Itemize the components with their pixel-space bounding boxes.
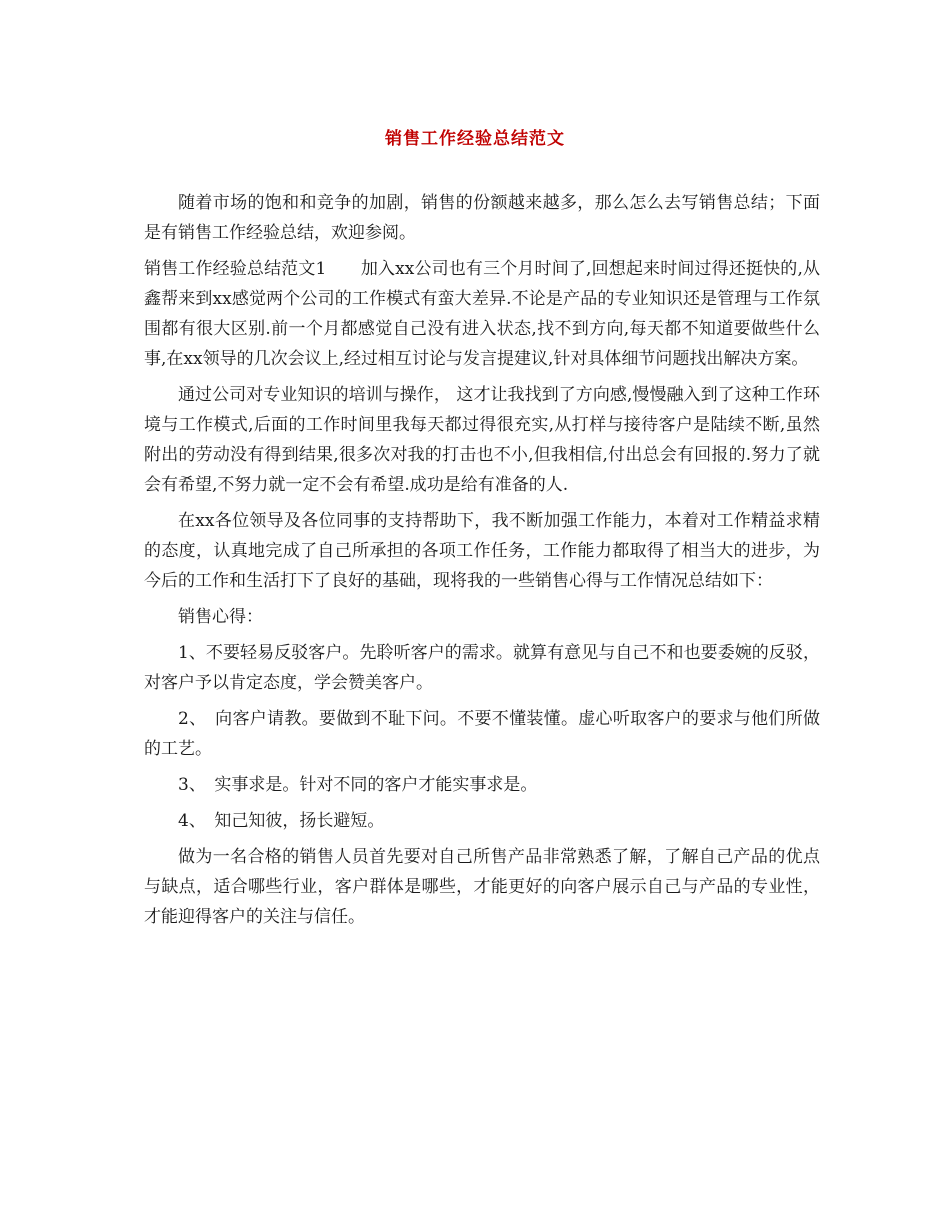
paragraph-intro: 随着市场的饱和和竞争的加剧，销售的份额越来越多，那么怎么去写销售总结；下面是有销售工作经验总结，欢迎参阅。 [144,193,820,243]
list-item-1: 1、不要轻易反驳客户。先聆听客户的需求。就算有意见与自己不和也要委婉的反驳，对客户予以肯定态度，学会赞美客户。 [144,643,820,693]
paragraph-sample-1: 销售工作经验总结范文1 加入xx公司也有三个月时间了,回想起来时间过得还挺快的,从鑫帮来到xx感觉两个公司的工作模式有蛮大差异.不论是产品的专业知识还是管理与工作氛围都有很大区别.前一个月都感觉自己没有进入状态,找不到方向,每天都不知道要做些什么事,在xx领导的几次会议上,经过相互讨论与发言提建议,针对具体细节问题找出解决方案。 [144,259,820,369]
list-item-4: 4、 知己知彼，扬长避短。 [178,811,385,831]
paragraph-support: 在xx各位领导及各位同事的支持帮助下，我不断加强工作能力，本着对工作精益求精的态度，认真地完成了自己所承担的各项工作任务，工作能力都取得了相当大的进步，为今后的工作和生活打下了良好的基础，现将我的一些销售心得与工作情况总结如下： [144,511,820,591]
list-item-3: 3、 实事求是。针对不同的客户才能实事求是。 [178,775,538,795]
paragraph-training: 通过公司对专业知识的培训与操作， 这才让我找到了方向感,慢慢融入到了这种工作环境与工作模式,后面的工作时间里我每天都过得很充实,从打样与接待客户是陆续不断,虽然附出的劳动没有得到结果,很多次对我的打击也不小,但我相信,付出总会有回报的.努力了就会有希望,不努力就一定不会有希望.成功是给有准备的人. [144,385,820,495]
section-heading-sales-insights: 销售心得： [178,607,263,627]
list-item-2: 2、 向客户请教。要做到不耻下问。不要不懂装懂。虚心听取客户的要求与他们所做的工艺。 [144,709,820,759]
paragraph-conclusion: 做为一名合格的销售人员首先要对自己所售产品非常熟悉了解，了解自己产品的优点与缺点，适合哪些行业，客户群体是哪些，才能更好的向客户展示自己与产品的专业性，才能迎得客户的关注与信任。 [144,847,820,927]
document-title: 销售工作经验总结范文 [385,129,565,149]
document-body [144,188,820,938]
